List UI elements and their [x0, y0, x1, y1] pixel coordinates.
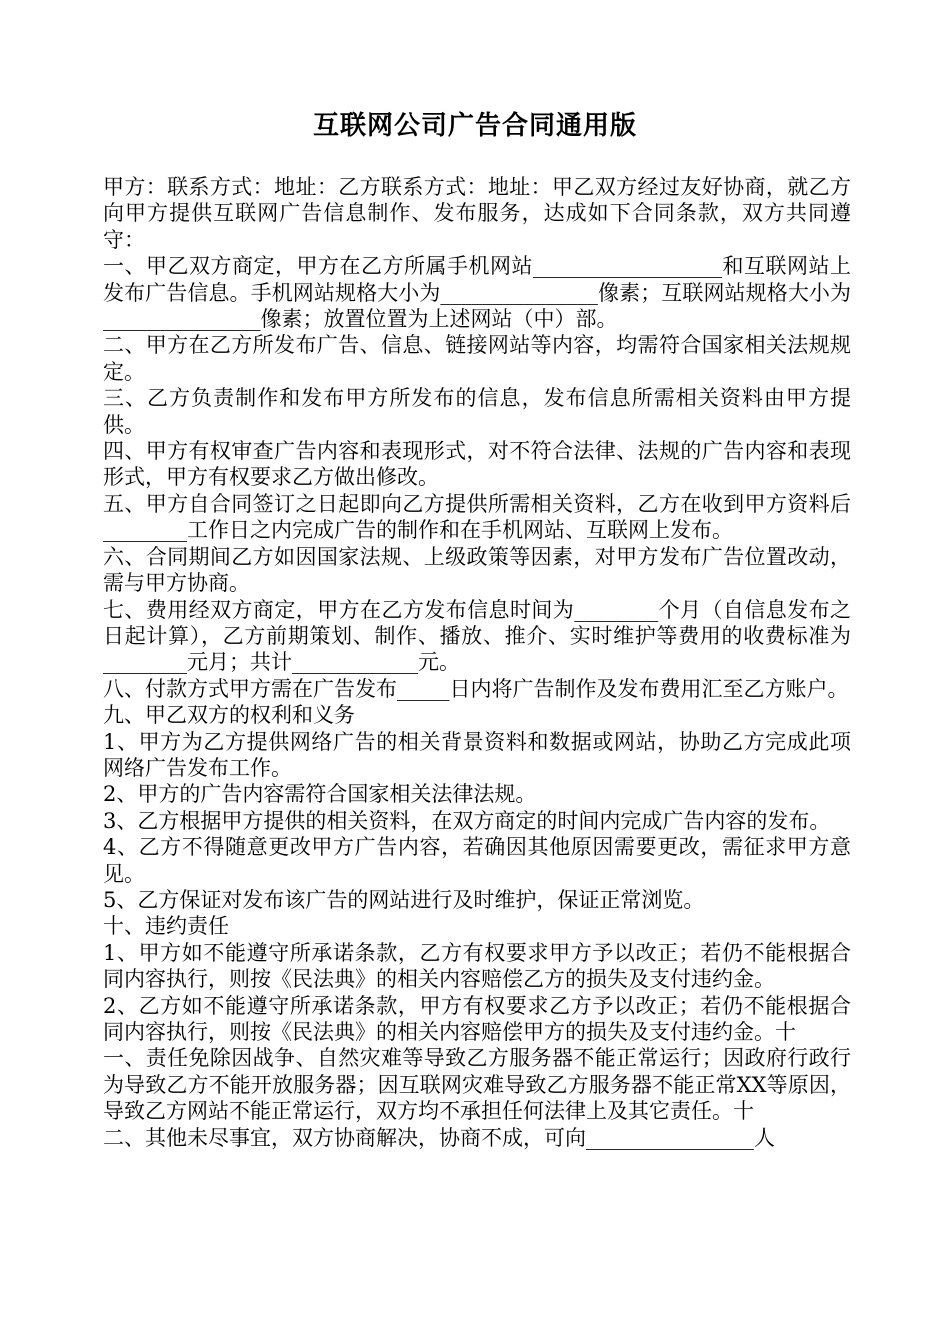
paragraph-liability-1: 1、甲方如不能遵守所承诺条款，乙方有权要求甲方予以改正；若仍不能根据合同内容执行，则按《民法典》的相关内容赔偿乙方的损失及支付违约金。	[103, 940, 851, 992]
paragraph-clause-7: 七、费用经双方商定，甲方在乙方发布信息时间为________个月（自信息发布之日起计算），乙方前期策划、制作、播放、推介、实时维护等费用的收费标准为________元月；共计____________元。	[103, 597, 851, 675]
paragraph-rights-2: 2、甲方的广告内容需符合国家相关法律法规。	[103, 782, 537, 807]
paragraph-clause-8: 八、付款方式甲方需在广告发布_____日内将广告制作及发布费用汇至乙方账户。	[103, 676, 849, 701]
paragraph-rights-5: 5、乙方保证对发布该广告的网站进行及时维护，保证正常浏览。	[103, 887, 705, 912]
paragraph-intro: 甲方：联系方式：地址：乙方联系方式：地址：甲乙双方经过友好协商，就乙方向甲方提供互联网广告信息制作、发布服务，达成如下合同条款，双方共同遵守：	[103, 175, 851, 252]
paragraph-exemption: 一、责任免除因战争、自然灾难等导致乙方服务器不能正常运行；因政府行政行为导致乙方不能开放服务器；因互联网灾难导致乙方服务器不能正常XX等原因，导致乙方网站不能正常运行，双方均不承担任何法律上及其它责任。十	[103, 1046, 851, 1124]
paragraph-rights-1: 1、甲方为乙方提供网络广告的相关背景资料和数据或网站，协助乙方完成此项网络广告发布工作。	[103, 729, 851, 780]
section-heading-liability: 十、违约责任	[103, 914, 229, 939]
paragraph-clause-3: 三、乙方负责制作和发布甲方所发布的信息，发布信息所需相关资料由甲方提供。	[103, 386, 851, 437]
section-heading-rights: 九、甲乙双方的权利和义务	[103, 703, 355, 728]
paragraph-clause-5: 五、甲方自合同签订之日起即向乙方提供所需相关资料，乙方在收到甲方资料后________工作日之内完成广告的制作和在手机网站、互联网上发布。	[103, 491, 851, 543]
paragraph-clause-1: 一、甲乙双方商定，甲方在乙方所属手机网站__________________和互联网站上发布广告信息。手机网站规格大小为_______________像素；互联网站规格大小为_______________像素；放置位置为上述网站（中）部。	[103, 254, 851, 332]
paragraph-other: 二、其他未尽事宜，双方协商解决，协商不成，可向________________人	[103, 1125, 775, 1150]
document-title: 互联网公司广告合同通用版	[312, 111, 637, 141]
paragraph-clause-2: 二、甲方在乙方所发布广告、信息、链接网站等内容，均需符合国家相关法规规定。	[103, 333, 851, 384]
paragraph-rights-4: 4、乙方不得随意更改甲方广告内容，若确因其他原因需要更改，需征求甲方意见。	[103, 835, 851, 886]
paragraph-clause-6: 六、合同期间乙方如因国家法规、上级政策等因素，对甲方发布广告位置改动，需与甲方协商。	[103, 544, 851, 596]
paragraph-clause-4: 四、甲方有权审查广告内容和表现形式，对不符合法律、法规的广告内容和表现形式，甲方有权要求乙方做出修改。	[103, 439, 851, 490]
document-body	[103, 174, 851, 1151]
paragraph-rights-3: 3、乙方根据甲方提供的相关资料，在双方商定的时间内完成广告内容的发布。	[103, 808, 831, 833]
paragraph-liability-2: 2、乙方如不能遵守所承诺条款，甲方有权要求乙方予以改正；若仍不能根据合同内容执行，则按《民法典》的相关内容赔偿甲方的损失及支付违约金。十	[103, 993, 851, 1044]
